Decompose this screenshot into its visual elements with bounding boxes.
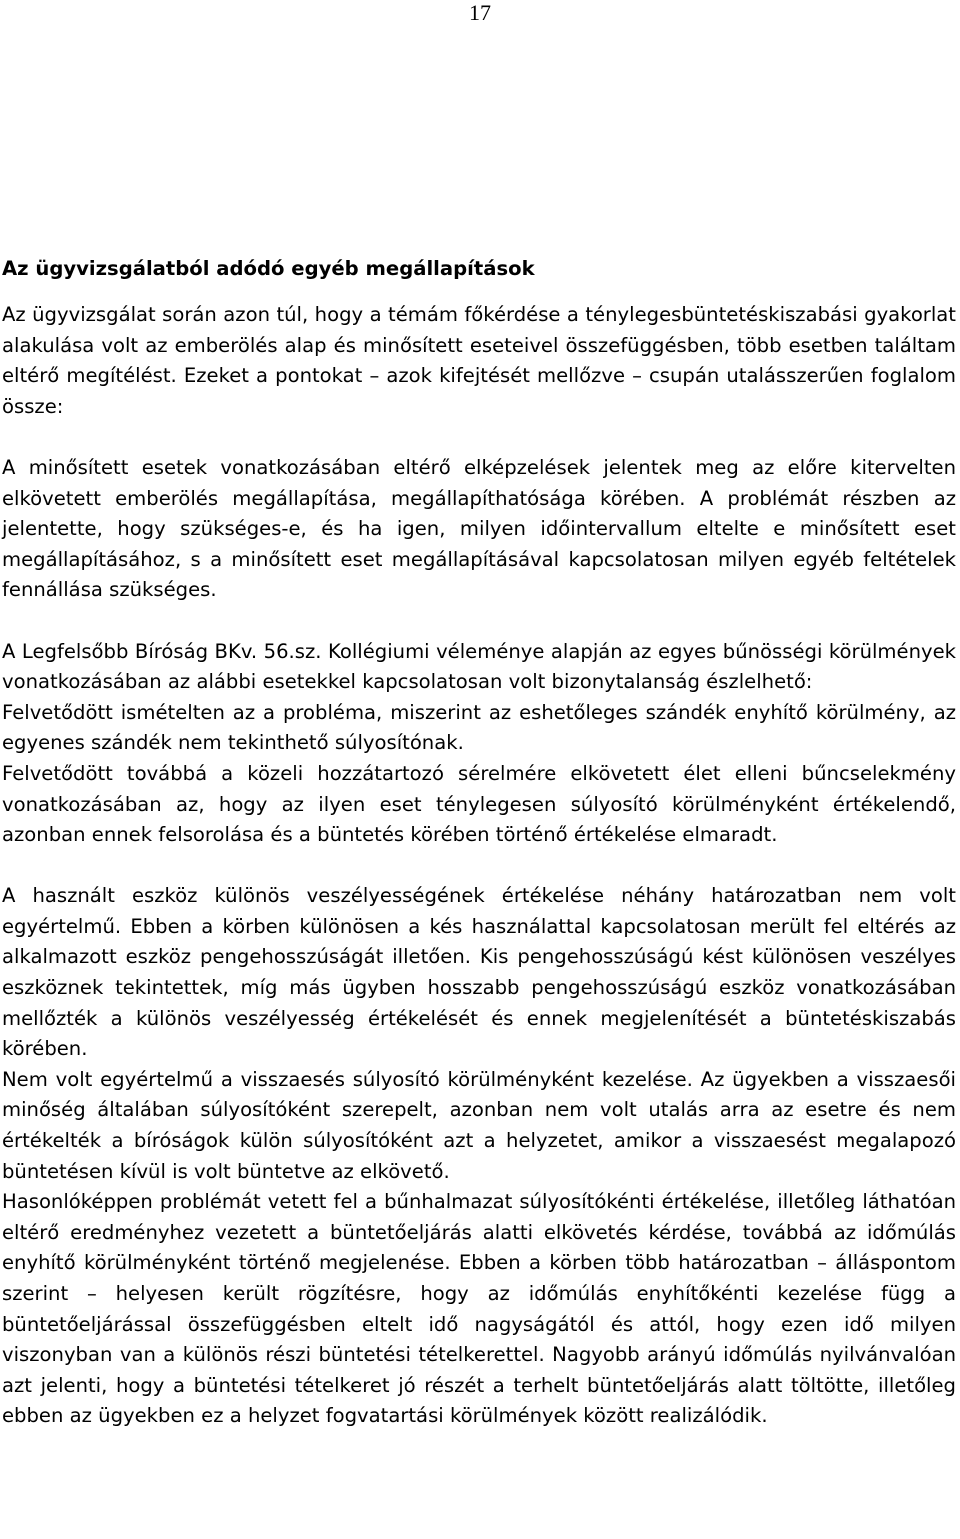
paragraph-relative-victim: Felvetődött továbbá a közeli hozzátartozó sérelmére elkövetett élet elleni bűncselekmény vonatkozásában az, hogy az ilyen eset ténylegesen súlyosító körülményként értékelendő, azonban ennek felsorolása és a büntetés körében történő értékelése elmaradt.	[2, 761, 956, 847]
paragraph-cumulative-offences: Hasonlóképpen problémát vetett fel a bűnhalmazat súlyosítókénti értékelése, illetőleg láthatóan eltérő eredményhez vezetett a büntetőeljárás alatti elkövetés kérdése, továbbá az időmúlás enyhítő körülményként történő megjelenése. Ebben a körben több határozatban – álláspontom szerint – helyesen került rögzítésre, hogy az időmúlás enyhítőkénti kezelése függ a büntetőeljárással összefüggésben eltelt idő nagyságától és attól, hogy ezen idő milyen viszonyban van a különös részi büntetési tételkerettel. Nagyobb arányú időmúlás nyilvánvalóan azt jelenti, hogy a büntetési tételkeret jó részét a terhelt büntetőeljárás alatt töltötte, illetőleg ebben az ügyekben ez a helyzet fogvatartási körülmények között realizálódik.	[2, 1190, 956, 1428]
paragraph-recidivism: Nem volt egyértelmű a visszaesés súlyosító körülményként kezelése. Az ügyekben a visszaesői minőség általában súlyosítóként szerepelt, azonban nem volt utalás arra az esetre és nem értékelték a bíróságok külön súlyosítóként azt a helyzetet, amikor a visszaesést megalapozó büntetésen kívül is volt büntetve az elkövető.	[2, 1067, 956, 1183]
paragraph-intro: Az ügyvizsgálat során azon túl, hogy a témám főkérdése a ténylegesbüntetéskiszabási gyakorlat alakulása volt az emberölés alap és minősített eseteivel összefüggésben, több esetben találtam eltérő megítélést. Ezeket a pontokat – azok kifejtését mellőzve – csupán utalásszerűen foglalom össze:	[2, 303, 956, 418]
page-number: 17	[469, 0, 491, 25]
paragraph-dangerous-tool: A használt eszköz különös veszélyességének értékelése néhány határozatban nem volt egyértelmű. Ebben a körben különösen a kés használattal kapcsolatosan merült fel eltérés az alkalmazott eszköz pengehosszúságát illetően. Kis pengehosszúságú kést különösen veszélyes eszköznek tekintettek, míg más ügyben hosszabb pengehosszúságú eszköz vonatkozásában mellőzték a különös veszélyesség értékelését és ennek megjelenítését a büntetéskiszabás körében.	[2, 884, 956, 1061]
paragraph-intent: Felvetődött ismételten az a probléma, miszerint az eshetőleges szándék enyhítő körülmény, az egyenes szándék nem tekinthető súlyosítónak.	[2, 700, 956, 755]
paragraph-qualified-cases: A minősített esetek vonatkozásában eltérő elképzelések jelentek meg az előre kitervelten elkövetett emberölés megállapítása, megállapíthatósága körében. A problémát részben az jelentette, hogy szükséges-e, és ha igen, milyen időintervallum eltelte e minősített eset megállapításához, s a minősített eset megállapításával kapcsolatosan milyen egyéb feltételek fennállása szükséges.	[2, 455, 956, 602]
document-body	[2, 254, 956, 1432]
section-heading: Az ügyvizsgálatból adódó egyéb megállapítások	[2, 257, 535, 280]
paragraph-supreme-court-opinion: A Legfelsőbb Bíróság BKv. 56.sz. Kollégiumi véleménye alapján az egyes bűnösségi körülmények vonatkozásában az alábbi esetekkel kapcsolatosan volt bizonytalanság észlelhető:	[2, 639, 956, 694]
